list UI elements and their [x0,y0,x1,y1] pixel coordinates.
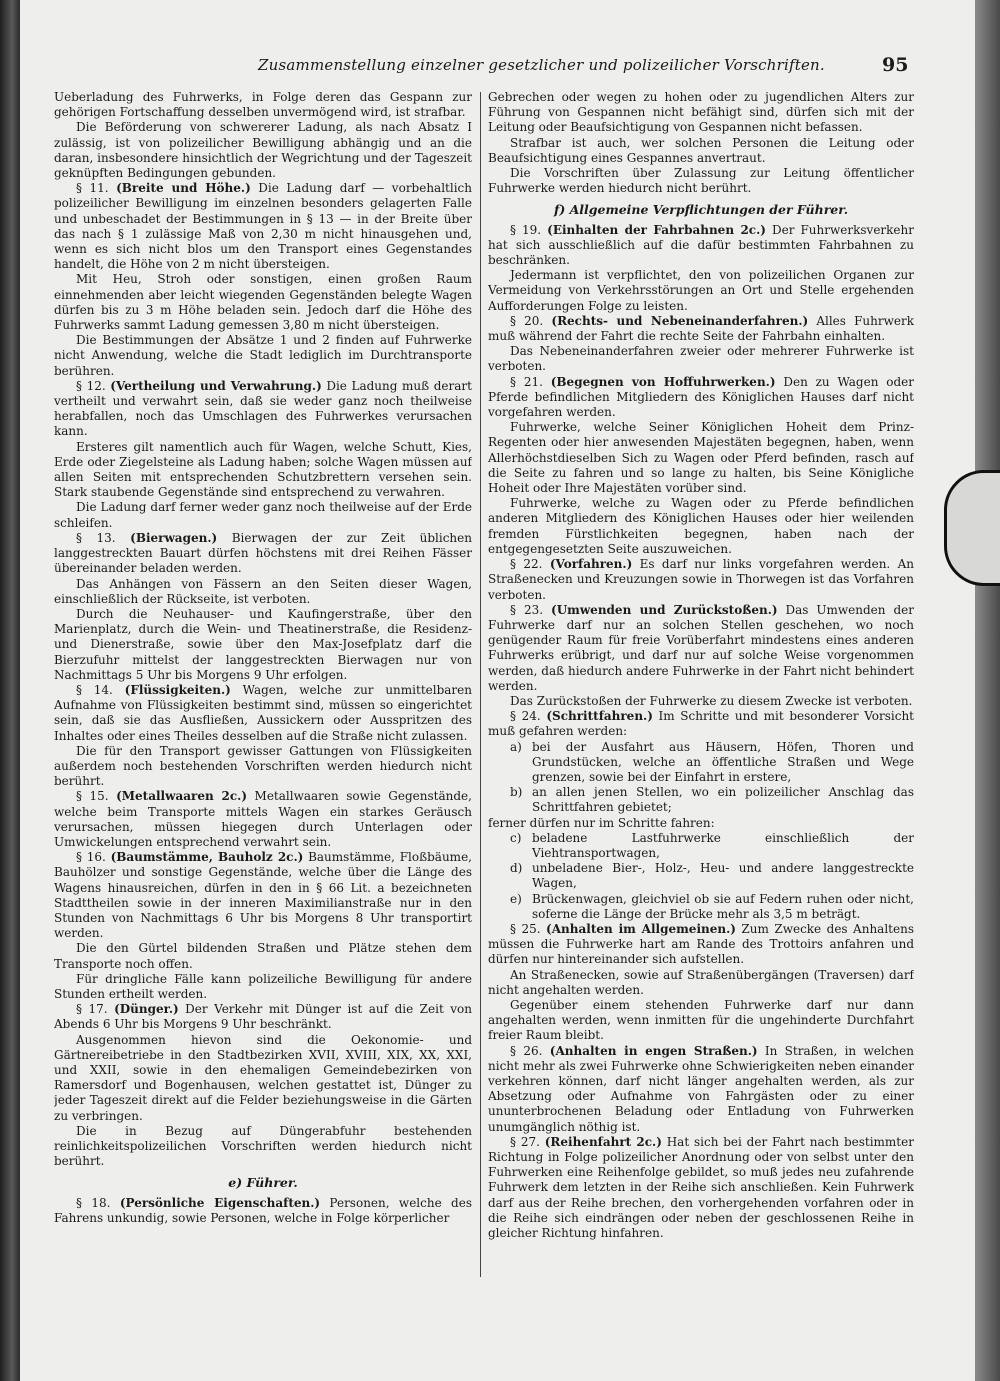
paragraph: Gegenüber einem stehenden Fuhrwerke darf nur dann angehalten werden, wenn inmitten für die ungehinderte Durchfahrt freier Raum bleibt. [488,997,914,1043]
section-number: § 19. [510,222,542,237]
section-title: (Persönliche Eigenschaften.) [119,1195,321,1210]
section-title: (Einhalten der Fahrbahnen 2c.) [547,222,766,237]
paragraph: Die den Gürtel bildenden Straßen und Plätze stehen dem Transporte noch offen. [54,941,472,971]
section-text: Es darf nur links vorgefahren werden. An Straßenecken und Kreuzungen sowie in Thorwegen ist das Vorfahren verboten. [488,557,914,602]
section-paragraph [54,181,472,272]
thumb-index-tab [944,470,1000,586]
section-text: Bierwagen der zur Zeit üblichen langgestreckten Bauart dürfen höchstens mit drei Reihen Fässer übereinander beladen werden. [54,530,472,576]
section-paragraph [54,379,472,440]
paragraph: An Straßenecken, sowie auf Straßenübergängen (Traversen) darf nicht angehalten werden. [488,967,914,997]
section-title: (Rechts- und Nebeneinanderfahren.) [551,313,809,328]
list-item [488,861,914,891]
list-item [488,892,914,922]
section-paragraph [488,375,914,421]
paragraph: Strafbar ist auch, wer solchen Personen die Leitung oder Beaufsichtigung eines Gespannes anvertraut. [488,135,914,165]
section-paragraph [488,223,914,269]
section-title: (Vertheilung und Verwahrung.) [110,378,322,393]
paragraph: Das Anhängen von Fässern an den Seiten dieser Wagen, einschließlich der Rückseite, ist verboten. [54,576,472,606]
paragraph: Jedermann ist verpflichtet, den von polizeilichen Organen zur Vermeidung von Verkehrsstörungen an Ort und Stelle ergehenden Aufforderungen Folge zu leisten. [488,268,914,313]
section-number: § 27. [510,1134,540,1149]
section-text: Das Umwenden der Fuhrwerke darf nur an solchen Stellen geschehen, wo noch genügender Raum für freie Vorüberfahrt mindestens eines anderen Fuhrwerks erübrigt, und darf nur auf solche Weise vorgenommen werden, daß hiedurch andere Fuhrwerke in der Fahrt nicht behindert werden. [488,602,914,693]
section-text: Wagen, welche zur unmittelbaren Aufnahme von Flüssigkeiten bestimmt sind, müssen so eingerichtet sein, daß sie das Ausfließen, Aussickern oder Ausspritzen des Inhaltes oder eines Theiles desselben auf die Straße nicht zulassen. [54,682,472,743]
section-title: (Begegnen von Hoffuhrwerken.) [550,374,776,389]
section-title: (Anhalten in engen Straßen.) [549,1043,758,1058]
section-paragraph [488,922,914,968]
section-paragraph [54,850,472,941]
section-text: Zum Zwecke des Anhaltens müssen die Fuhrwerke hart am Rande des Trottoirs anfahren und dürfen nur hintereinander sich aufstellen. [488,921,914,967]
section-number: § 24. [510,709,541,724]
section-title: (Baumstämme, Bauholz 2c.) [110,850,304,865]
section-paragraph [488,603,914,694]
section-text: Die Ladung muß derart vertheilt und verwahrt sein, daß sie weder ganz noch theilweise herabfallen, noch das Umschlagen des Fuhrwerkes verursachen kann. [54,378,472,439]
section-title: (Umwenden und Zurückstoßen.) [551,602,778,617]
paragraph: Das Zurückstoßen der Fuhrwerke zu diesem Zwecke ist verboten. [510,693,913,708]
list-item [488,831,914,861]
section-title: (Flüssigkeiten.) [124,682,231,697]
section-paragraph [488,557,914,603]
running-header [20,56,975,82]
page-edge-stack [975,0,1000,1381]
list-item-label: e) [510,891,522,906]
section-paragraph [488,314,914,344]
section-number: § 17. [76,1002,108,1017]
paragraph: Die Bestimmungen der Absätze 1 und 2 finden auf Fuhrwerke nicht Anwendung, welche die Stadt lediglich im Durchtransporte berühren. [54,333,472,378]
section-text: Baumstämme, Floßbäume, Bauhölzer und sonstige Gegenstände, welche über die Länge des Wagens hinausreichen, dürfen in den in § 66 Lit. a bezeichneten Stadttheilen sowie in der inneren Maximilianstraße nur in den Stunden von Nachmittags 6 Uhr bis Morgens 8 Uhr transportirt werden. [54,850,472,941]
paragraph: Für dringliche Fälle kann polizeiliche Bewilligung für andere Stunden ertheilt werden. [54,971,472,1001]
section-text: Im Schritte und mit besonderer Vorsicht muß gefahren werden: [488,709,914,739]
header-title: Zusammenstellung einzelner gesetzlicher und polizeilicher Vorschriften. [258,56,825,74]
section-paragraph [54,1002,472,1032]
section-number: § 22. [510,557,543,572]
section-number: § 21. [510,374,543,389]
section-number: § 16. [76,850,106,865]
paragraph: Das Nebeneinanderfahren zweier oder mehrerer Fuhrwerke ist verboten. [488,344,914,374]
paragraph: Mit Heu, Stroh oder sonstigen, einen großen Raum einnehmenden aber leicht wiegenden Gegenständen belegte Wagen dürfen bis zu 3 m Höhe beladen sein. Jedoch darf die Höhe des Fuhrwerks sammt Ladung gemessen 3,80 m nicht übersteigen. [54,272,472,333]
section-number: § 12. [76,378,106,393]
section-text: Der Verkehr mit Dünger ist auf die Zeit von Abends 6 Uhr bis Morgens 9 Uhr beschränkt. [54,1002,472,1032]
list-item-label: b) [510,785,523,800]
section-number: § 18. [76,1195,111,1210]
section-text: Personen, welche des Fahrens unkundig, sowie Personen, welche in Folge körperlicher [54,1195,472,1225]
book-page [20,0,975,1381]
section-title: (Breite und Höhe.) [116,181,251,196]
paragraph: Ausgenommen hievon sind die Oekonomie- und Gärtnereibetriebe in den Stadtbezirken XVII, XVIII, XIX, XX, XXI, und XXII, sowie in den ehemaligen Gemeindebezirken von Ramersdorf und Bogenhausen, welchen gestattet ist, Dünger zu jeder Tageszeit direkt auf die Felder beziehungsweise in die Gärten zu verbringen. [54,1032,472,1123]
section-number: § 25. [510,921,541,936]
list-item-label: a) [510,739,522,754]
right-column [488,90,914,1285]
list-item-text: beladene Lastfuhrwerke einschließlich der Viehtransportwagen, [532,830,914,860]
section-title: (Metallwaaren 2c.) [116,789,248,804]
paragraph: Die Beförderung von schwererer Ladung, als nach Absatz I zulässig, ist von polizeilicher Bewilligung abhängig und an die daran, insbesondere hinsichtlich der Wegrichtung und der Tageszeit geknüpften Bedingungen gebunden. [54,120,472,181]
section-text: Hat sich bei der Fahrt nach bestimmter Richtung in Folge polizeilicher Anordnung oder von selbst unter den Fuhrwerken eine Reihenfolge gebildet, so muß jedes neu zufahrende Fuhrwerk dem letzten in der Reihe sich anschließen. Kein Fuhrwerk darf aus der Reihe brechen, den vorhergehenden vorfahren oder in die Reihe sich eindrängen oder neben der geschlossenen Reihe in gleicher Richtung hinfahren. [488,1134,914,1241]
section-paragraph [54,789,472,850]
section-number: § 23. [510,602,544,617]
section-paragraph [488,1044,914,1135]
list-item-label: d) [510,861,523,876]
paragraph: Durch die Neuhauser- und Kaufingerstraße, über den Marienplatz, durch die Wein- und Theatinerstraße, die Residenz- und Dienerstraße, sowie über den Max-Josefplatz darf die Bierzufuhr mittelst der langgestreckten Bierwagen nur von Nachmittags 5 Uhr bis Morgens 9 Uhr erfolgen. [54,606,472,682]
section-number: § 11. [76,181,109,196]
section-text: Metallwaaren sowie Gegenstände, welche beim Transporte mittels Wagen ein starkes Geräusch verursachen, müssen hiegegen durch Unterlagen oder Umwickelungen entsprechend verwahrt sein. [54,789,472,849]
paragraph: Fuhrwerke, welche zu Wagen oder zu Pferde befindlichen anderen Mitgliedern des Königlichen Hauses oder hier weilenden fremden Fürstlichkeiten begegnen, haben nach der entgegengesetzten Seite auszuweichen. [488,496,914,556]
section-paragraph [54,1196,472,1226]
paragraph: Gebrechen oder wegen zu hohen oder zu jugendlichen Alters zur Führung von Gespannen nicht befähigt sind, dürfen sich mit der Leitung oder Beaufsichtigung von Gespannen nicht befassen. [488,90,914,135]
section-paragraph [488,709,914,739]
section-title: (Vorfahren.) [549,557,633,572]
paragraph: ferner dürfen nur im Schritte fahren: [488,815,715,830]
list-item-text: an allen jenen Stellen, wo ein polizeilicher Anschlag das Schrittfahren gebietet; [532,785,914,815]
section-number: § 15. [76,789,109,804]
list-item [488,785,914,815]
paragraph: Die Ladung darf ferner weder ganz noch theilweise auf der Erde schleifen. [54,500,472,530]
section-title: (Dünger.) [114,1002,179,1017]
section-number: § 14. [76,682,113,697]
column-rule [480,92,481,1277]
paragraph: Die in Bezug auf Düngerabfuhr bestehenden reinlichkeitspolizeilichen Vorschriften werden hiedurch nicht berührt. [54,1123,472,1169]
section-title: (Bierwagen.) [130,530,218,545]
section-title: (Schrittfahren.) [546,709,653,724]
section-paragraph [54,531,472,577]
section-text: Alles Fuhrwerk muß während der Fahrt die rechte Seite der Fahrbahn einhalten. [488,313,914,344]
list-item-text: Brückenwagen, gleichviel ob sie auf Federn ruhen oder nicht, soferne die Länge der Brücke mehr als 3,5 m beträgt. [532,891,914,921]
section-paragraph [54,683,472,744]
paragraph: Ersteres gilt namentlich auch für Wagen, welche Schutt, Kies, Erde oder Ziegelsteine als Ladung haben; solche Wagen müssen auf allen Seiten mit entsprechenden Schutzbrettern versehen sein. Stark staubende Gegenstände sind entsprechend zu verwahren. [54,439,472,500]
section-text: Den zu Wagen oder Pferde befindlichen Mitgliedern des Königlichen Hauses darf nicht vorgefahren werden. [488,374,914,420]
left-column [54,90,472,1285]
page-number: 95 [882,54,909,76]
paragraph: Ueberladung des Fuhrwerks, in Folge deren das Gespann zur gehörigen Fortschaffung desselben unvermögend wird, ist strafbar. [54,90,472,120]
list-item-text: bei der Ausfahrt aus Häusern, Höfen, Thoren und Grundstücken, welche an öffentliche Straßen und Wege grenzen, sowie bei der Einfahrt in erstere, [532,739,914,784]
section-paragraph [488,1135,914,1241]
section-title: (Anhalten im Allgemeinen.) [546,921,736,936]
section-title: (Reihenfahrt 2c.) [544,1134,662,1149]
list-item-label: c) [510,830,522,845]
paragraph: Fuhrwerke, welche Seiner Königlichen Hoheit dem Prinz-Regenten oder hier anwesenden Majestäten begegnen, haben, wenn Allerhöchstdieselben Sich zu Wagen oder Pferd befinden, rasch auf die Seite zu fahren und so lange zu halten, bis Seine Königliche Hoheit oder Ihre Majestäten vorüber sind. [488,420,914,496]
section-heading: f) Allgemeine Verpflichtungen der Führer. [553,202,849,218]
list-item [488,740,914,786]
section-number: § 13. [76,530,116,545]
paragraph: Die für den Transport gewisser Gattungen von Flüssigkeiten außerdem noch bestehenden Vorschriften werden hiedurch nicht berührt. [54,743,472,789]
section-number: § 20. [510,313,544,328]
section-text: Der Fuhrwerksverkehr hat sich ausschließlich auf die dafür bestimmten Fahrbahnen zu beschränken. [488,222,914,268]
book-binding [0,0,20,1381]
section-text: In Straßen, in welchen nicht mehr als zwei Fuhrwerke ohne Schwierigkeiten neben einander verkehren können, darf nicht länger angehalten werden, als zur Absetzung oder Aufnahme von Fahrgästen oder zu einer ununterbrochenen Beladung oder Entladung von Fuhrwerken unumgänglich nöthig ist. [488,1043,914,1134]
section-text: Die Ladung darf — vorbehaltlich polizeilicher Bewilligung im einzelnen besonders gelagerten Falle und unbeschadet der Bestimmungen in § 13 — in der Breite über das nach § 1 zulässige Maß von 2,30 m nicht hinausgehen und, wenn es sich nicht blos um den Transport eines Gegenstandes handelt, die Höhe von 2 m nicht übersteigen. [54,181,472,272]
list-item-text: unbeladene Bier-, Holz-, Heu- und andere langgestreckte Wagen, [532,861,914,891]
section-heading: e) Führer. [228,1175,298,1191]
section-number: § 26. [510,1043,543,1058]
paragraph: Die Vorschriften über Zulassung zur Leitung öffentlicher Fuhrwerke werden hiedurch nicht berührt. [488,166,914,196]
